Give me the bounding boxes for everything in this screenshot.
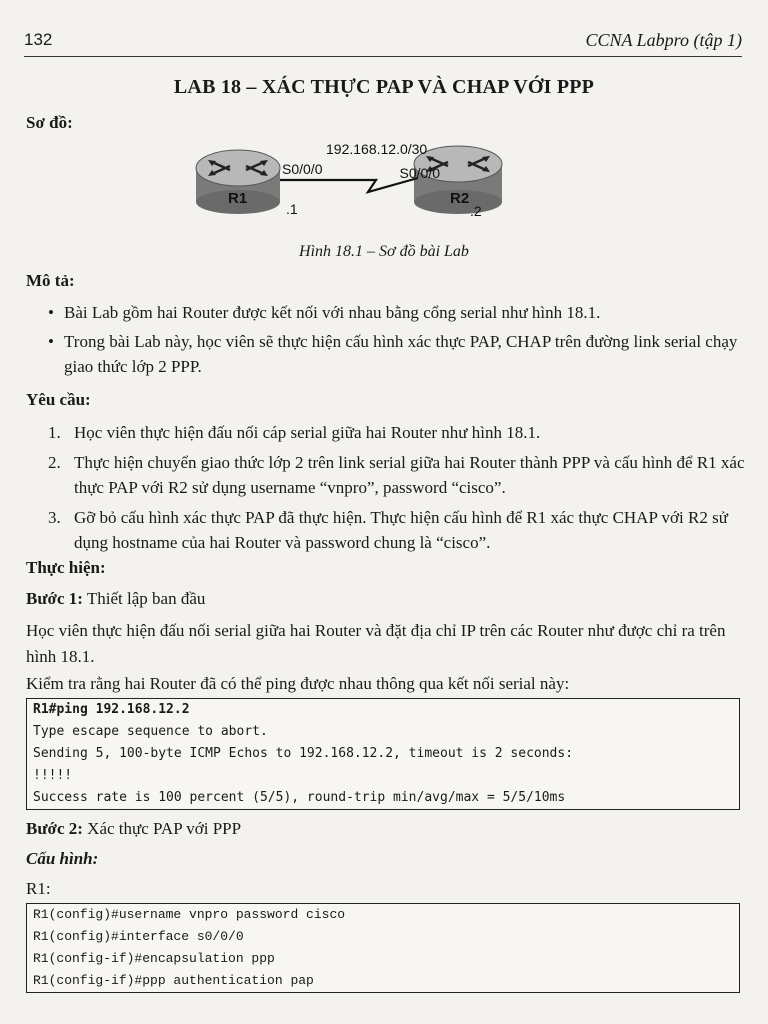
diagram-heading: Sơ đồ:: [26, 113, 73, 132]
list-item: [48, 450, 748, 500]
description-list: [48, 300, 748, 383]
r1-config-box: [26, 903, 740, 993]
item-number: 1.: [48, 423, 61, 442]
code-line: R1(config-if)#ppp authentication pap: [33, 973, 314, 988]
code-line: !!!!!: [33, 768, 73, 783]
code-line: Sending 5, 100-byte ICMP Echos to 192.168.12.2, timeout is 2 seconds:: [33, 746, 574, 761]
network-address: 192.168.12.0/30: [326, 141, 428, 157]
step2-line: [26, 816, 241, 842]
step2-text: Xác thực PAP với PPP: [87, 819, 242, 838]
step1-label: Bước 1:: [26, 589, 83, 608]
r2-interface: S0/0/0: [399, 165, 440, 181]
step1-line: [26, 586, 205, 612]
network-diagram: [190, 134, 510, 230]
requirements-heading: Yêu cầu:: [26, 390, 91, 409]
r2-host: .2: [470, 203, 482, 219]
r1-config-label: R1:: [26, 879, 51, 898]
list-item: [48, 505, 748, 555]
figure-caption: Hình 18.1 – Sơ đồ bài Lab: [299, 243, 469, 260]
r1-label: R1: [228, 190, 248, 207]
step1-paragraph: Học viên thực hiện đấu nối serial giữa hai Router và đặt địa chỉ IP trên các Router như được chỉ ra trên hình 18.1.: [26, 621, 726, 666]
step1-check: Kiểm tra rằng hai Router đã có thể ping được nhau thông qua kết nối serial này:: [26, 674, 570, 693]
item-text: Học viên thực hiện đấu nối cáp serial giữa hai Router như hình 18.1.: [74, 423, 541, 442]
ping-output-box: [26, 698, 740, 810]
list-item: • Bài Lab gồm hai Router được kết nối với nhau bằng cổng serial như hình 18.1.: [48, 300, 748, 325]
step2-label: Bước 2:: [26, 819, 83, 838]
code-line: Success rate is 100 percent (5/5), round-trip min/avg/max = 5/5/10ms: [33, 790, 566, 805]
r1-interface: S0/0/0: [282, 161, 323, 177]
page-header: [24, 28, 742, 57]
item-number: 3.: [48, 508, 61, 527]
book-title: CCNA Labpro (tập 1): [585, 30, 742, 50]
step1-text: Thiết lập ban đầu: [86, 589, 206, 608]
item-number: 2.: [48, 453, 61, 472]
serial-link: [280, 178, 418, 192]
list-item: [48, 420, 748, 445]
page-number: 132: [24, 30, 53, 49]
lab-title: LAB 18 – XÁC THỰC PAP VÀ CHAP VỚI PPP: [173, 76, 595, 98]
r2-label: R2: [450, 190, 470, 207]
requirements-list: [48, 420, 748, 560]
code-line: R1#ping 192.168.12.2: [33, 702, 190, 717]
description-heading: Mô tả:: [26, 271, 75, 290]
r1-host: .1: [286, 201, 298, 217]
code-line: R1(config)#username vnpro password cisco: [33, 907, 346, 922]
config-heading: Cấu hình:: [26, 849, 99, 868]
code-line: R1(config-if)#encapsulation ppp: [33, 951, 275, 966]
code-line: Type escape sequence to abort.: [33, 724, 268, 739]
item-text: Thực hiện chuyển giao thức lớp 2 trên link serial giữa hai Router thành PPP và cấu hình để R1 xác thực PAP với R2 sử dụng username “vnpro”, password “cisco”.: [74, 453, 745, 497]
item-text: Gỡ bỏ cấu hình xác thực PAP đã thực hiện. Thực hiện cấu hình để R1 xác thực CHAP với R2 sử dụng hostname của hai Router và password chung là “cisco”.: [74, 508, 728, 552]
implementation-heading: Thực hiện:: [26, 558, 106, 577]
list-item: • Trong bài Lab này, học viên sẽ thực hiện cấu hình xác thực PAP, CHAP trên đường link serial chạy giao thức lớp 2 PPP.: [48, 329, 748, 379]
code-line: R1(config)#interface s0/0/0: [33, 929, 244, 944]
